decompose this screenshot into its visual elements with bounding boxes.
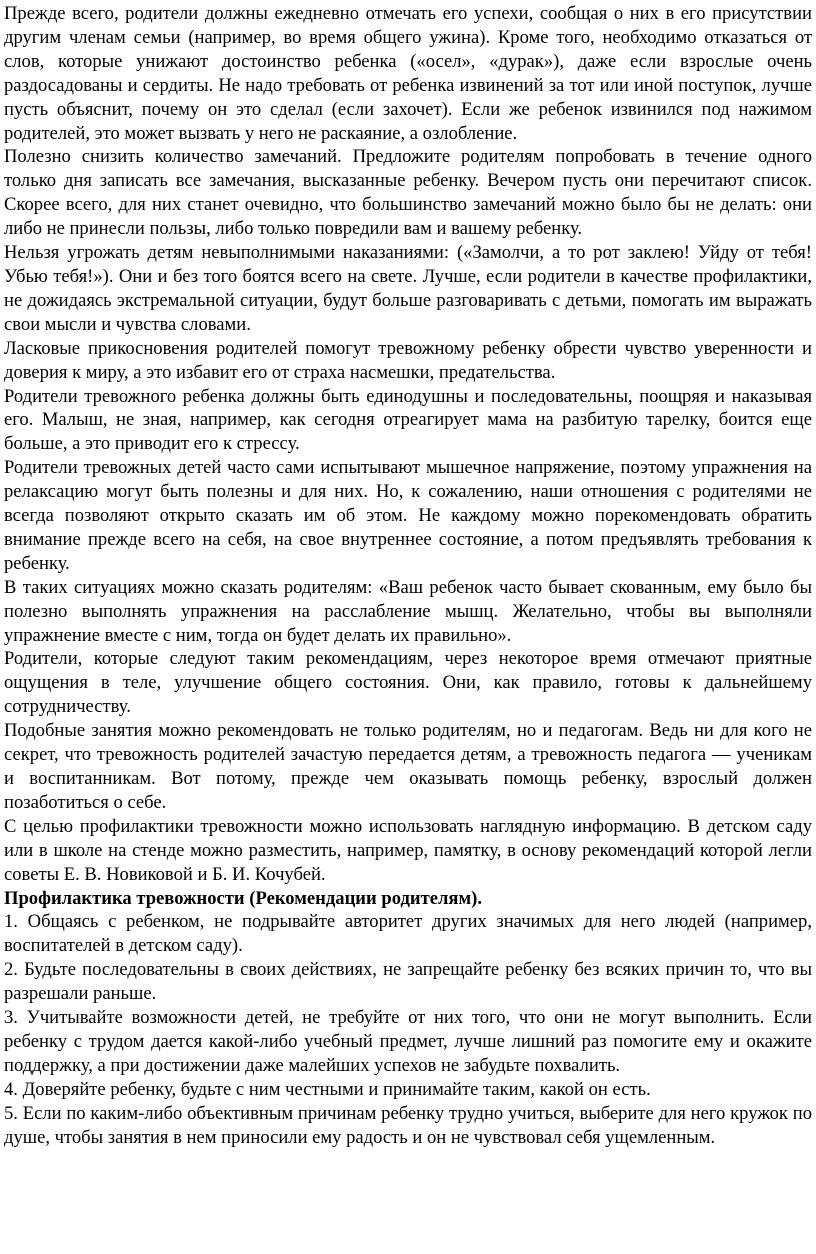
paragraph-results: Родители, которые следуют таким рекомендациям, через некоторое время отмечают приятные ощущения в теле, улучшение общего состояния. Они, как правило, готовы к дальнейшему сотрудничеству. [4, 648, 812, 718]
paragraph-visual-info: С целью профилактики тревожности можно использовать наглядную информацию. В детском саду или в школе на стенде можно разместить, например, памятку, в основу рекомендаций которой легли советы Е. В. Новиковой и Б. И. Кочубей. [4, 815, 812, 885]
paragraph-praise: Прежде всего, родители должны ежедневно отмечать его успехи, сообщая о них в его присутствии другим членам семьи (например, во время общего ужина). Кроме того, необходимо отказаться от слов, которые унижают достоинство ребенка («осел», «дурак»), даже если взрослые очень раздосадованы и сердиты. Не надо требовать от ребенка извинений за тот или иной поступок, лучше пусть объяснит, почему он это сделал (если захочет). Если же ребенок извинился под нажимом родителей, это может вызвать у него не раскаяние, а озлобление. [4, 3, 812, 144]
paragraph-teachers: Подобные занятия можно рекомендовать не только родителям, но и педагогам. Ведь ни для кого не секрет, что тревожность родителей зачастую передается детям, а тревожность педагога — ученикам и воспитанникам. Вот потому, прежде чем оказывать помощь ребенку, взрослый должен позаботиться о себе. [4, 720, 812, 813]
recommendations-list [4, 910, 812, 1149]
section-heading: Профилактика тревожности (Рекомендации родителям). [4, 887, 482, 909]
list-item: 1. Общаясь с ребенком, не подрывайте авторитет других значимых для него людей (например, воспитателей в детском саду). [4, 911, 812, 957]
list-item: 4. Доверяйте ребенку, будьте с ним честными и принимайте таким, какой он есть. [4, 1078, 651, 1100]
list-item: 3. Учитывайте возможности детей, не требуйте от них того, что они не могут выполнить. Если ребенку с трудом дается какой-либо учебный предмет, лучше лишний раз помогите ему и окажите поддержку, а при достижении даже малейших успехов не забудьте похвалить. [4, 1007, 812, 1076]
list-item: 2. Будьте последовательны в своих действиях, не запрещайте ребенку без всяких причин то, что вы разрешали раньше. [4, 959, 812, 1005]
paragraph-no-threats: Нельзя угрожать детям невыполнимыми наказаниями: («Замолчи, а то рот заклею! Уйду от тебя! Убью тебя!»). Они и без того боятся всего на свете. Лучше, если родители в качестве профилактики, не дожидаясь экстремальной ситуации, будут больше разговаривать с детьми, помогать им выражать свои мысли и чувства словами. [4, 242, 812, 335]
list-item: 5. Если по каким-либо объективным причинам ребенку трудно учиться, выберите для него кружок по душе, чтобы занятия в нем приносили ему радость и он не чувствовал себя ущемленным. [4, 1102, 812, 1148]
paragraph-consistency: Родители тревожного ребенка должны быть единодушны и последовательны, поощряя и наказывая его. Малыш, не зная, например, как сегодня отреагирует мама на разбитую тарелку, боится еще больше, а это приводит его к стрессу. [4, 385, 812, 455]
paragraph-fewer-remarks: Полезно снизить количество замечаний. Предложите родителям попробовать в течение одного только дня записать все замечания, высказанные ребенку. Вечером пусть они перечитают список. Скорее всего, для них станет очевидно, что большинство замечаний можно было бы не делать: они либо не принесли пользы, либо только повредили вам и вашему ребенку. [4, 146, 812, 240]
paragraph-parent-tension: Родители тревожных детей часто сами испытывают мышечное напряжение, поэтому упражнения на релаксацию могут быть полезны и для них. Но, к сожалению, наши отношения с родителями не всегда позволяют открыто сказать им об этом. Не каждому можно порекомендовать обратить внимание прежде всего на себя, на свое внутреннее состояние, а потом предъявлять требования к ребенку. [4, 457, 812, 574]
paragraph-what-to-say: В таких ситуациях можно сказать родителям: «Ваш ребенок часто бывает скованным, ему было бы полезно выполнять упражнения на расслабление мышц. Желательно, чтобы вы выполняли упражнение вместе с ним, тогда он будет делать их правильно». [4, 576, 812, 646]
document-page [4, 2, 812, 1150]
paragraph-gentle-touch: Ласковые прикосновения родителей помогут тревожному ребенку обрести чувство уверенности и доверия к миру, а это избавит его от страха насмешки, предательства. [4, 337, 812, 383]
